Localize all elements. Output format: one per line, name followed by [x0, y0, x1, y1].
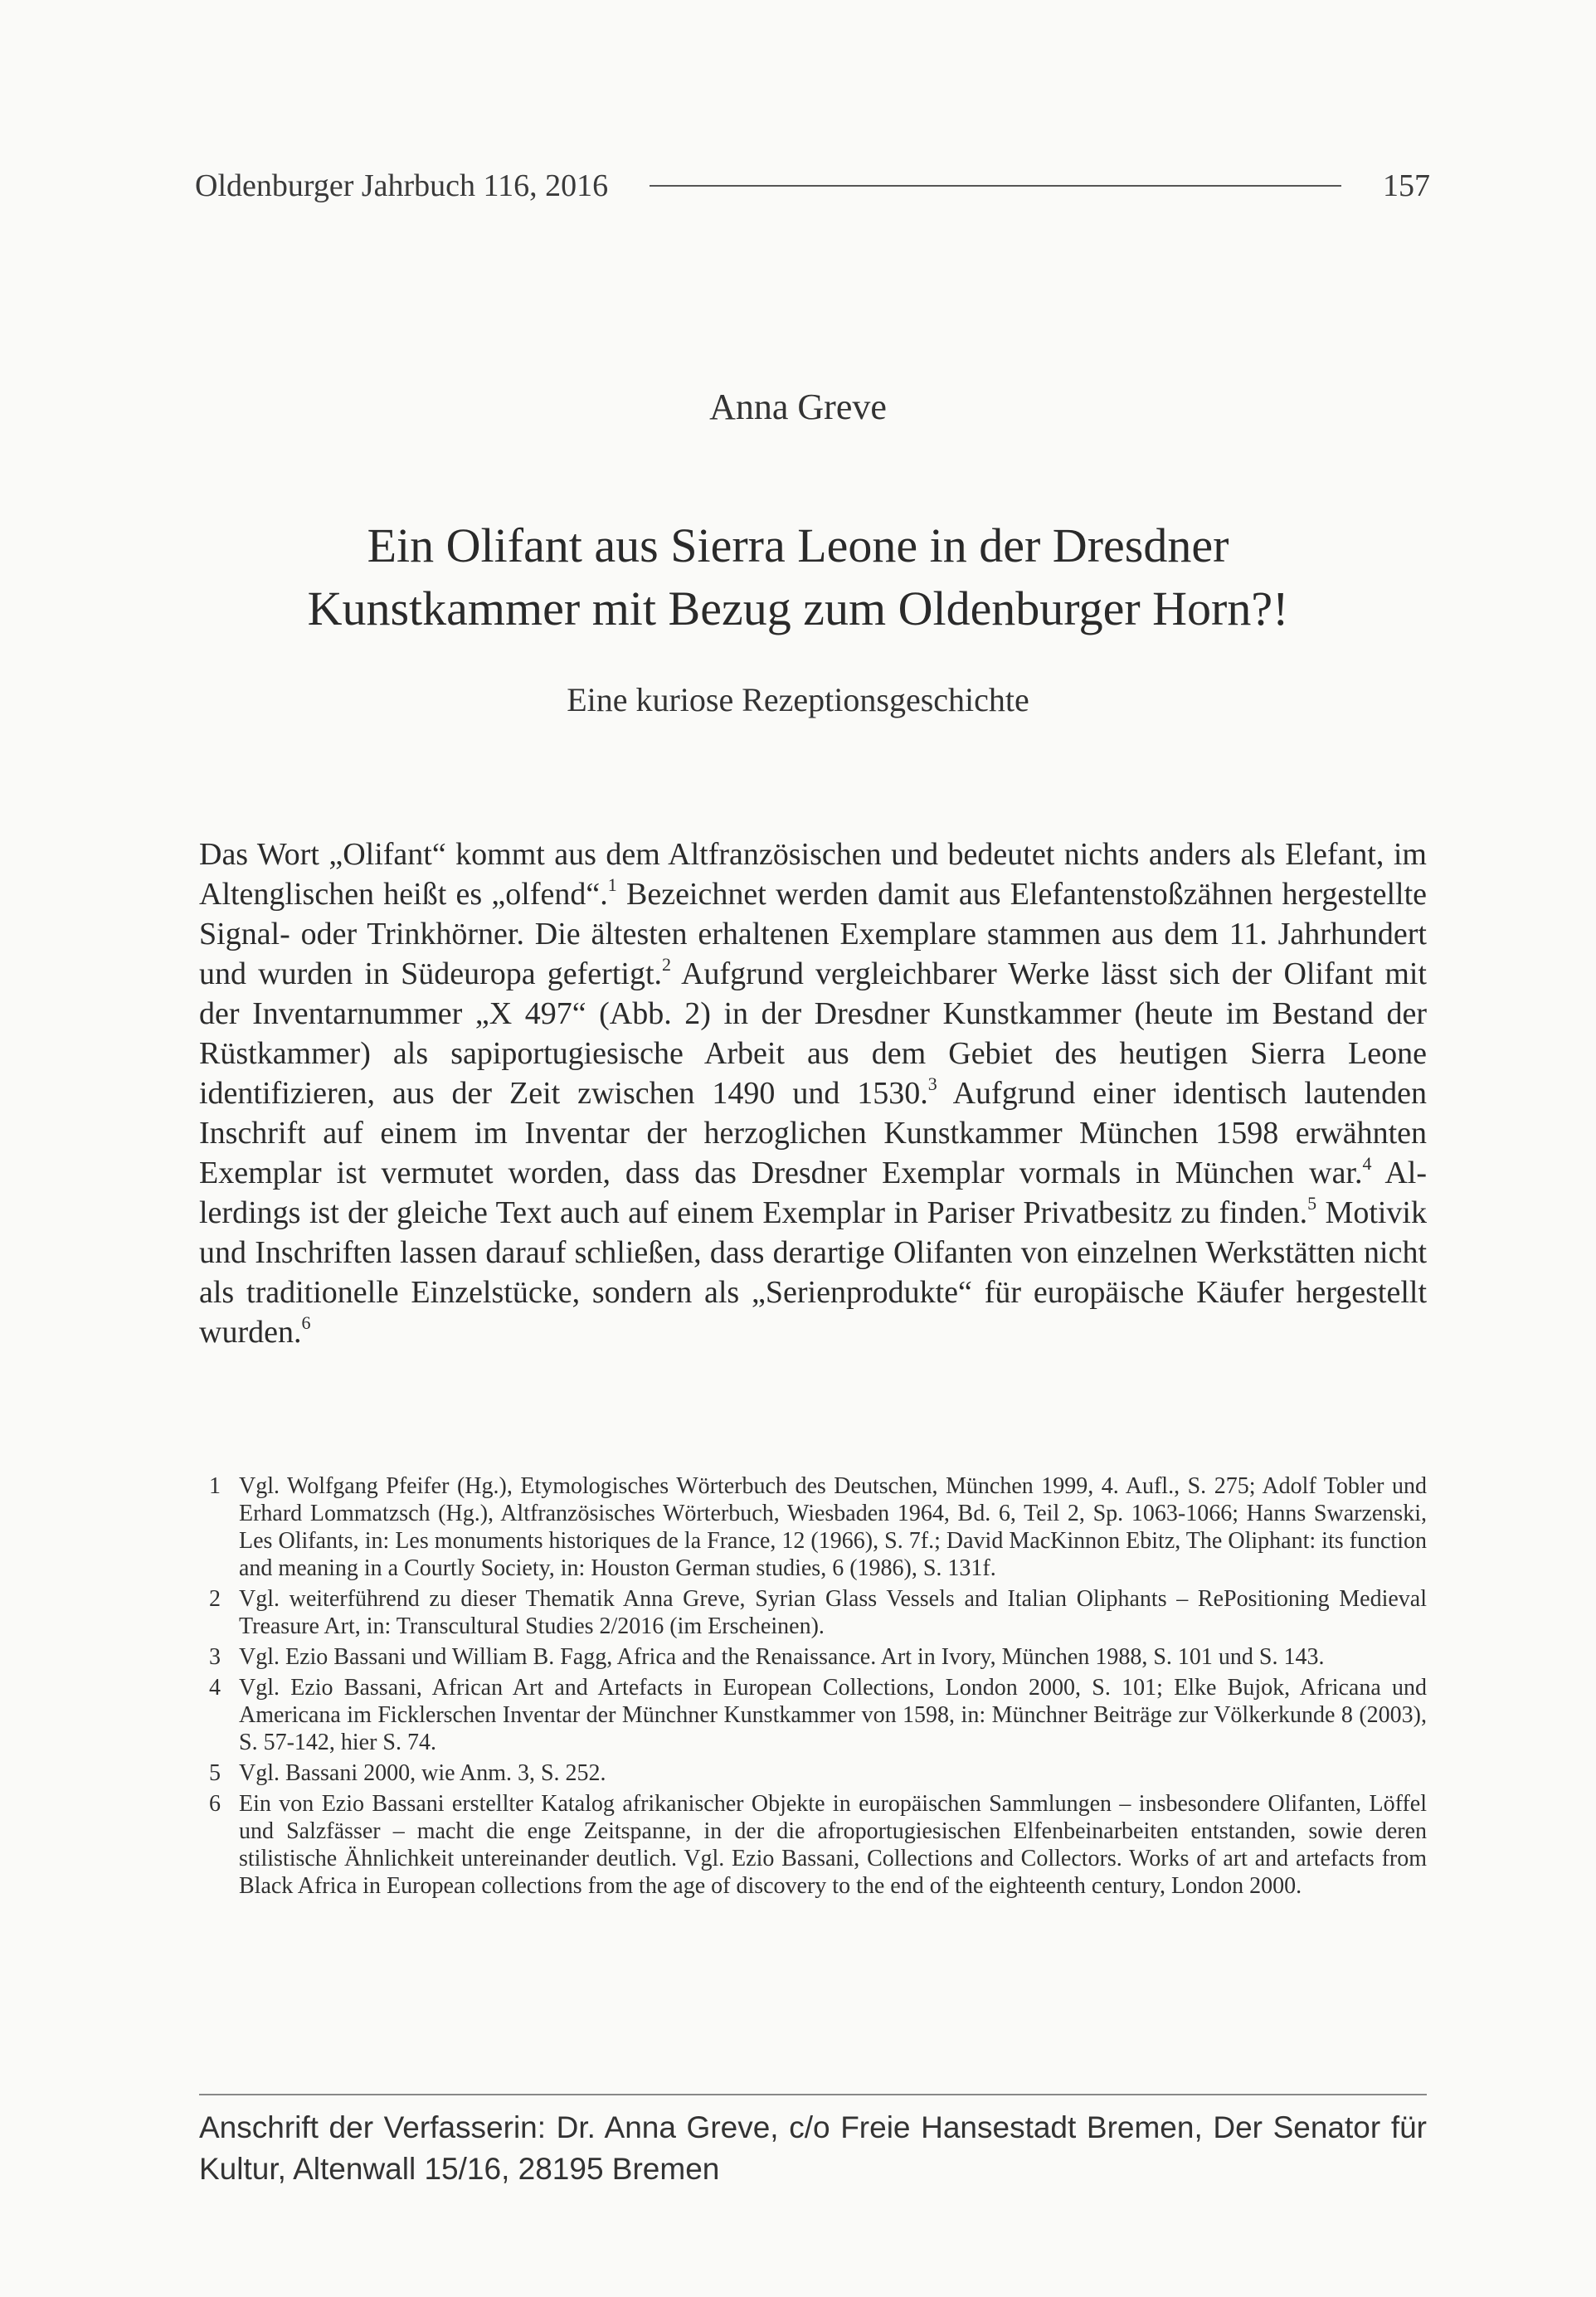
body-segment: Allerdings ist der gleiche Text auch auf einem Exemplar in Pariser Privatbesitz zu finden.	[199, 1156, 1428, 1230]
footnote-text: Ein von Ezio Bassani erstellter Katalog afrikanischer Objekte in europäischen Sammlungen – insbesondere Olifanten, Löffel und Salzfässer – macht die enge Zeitspanne, in der die afroportugiesischen Elfenbeinarbeiten entstanden, sowie deren stilistische Ähnlichkeit untereinander deutlich. Vgl. Ezio Bassani, Collections and Collectors. Works of art and artefacts from Black Africa in European collections from the age of discovery to the end of the eighteenth century, London 2000.	[239, 1791, 1427, 1899]
footnote-ref: 5	[1307, 1193, 1317, 1214]
running-header	[195, 164, 1430, 207]
title-line-1: Ein Olifant aus Sierra Leone in der Dresdner	[367, 518, 1229, 572]
address-rule	[199, 2094, 1427, 2095]
footnote-ref: 1	[607, 874, 617, 896]
body-segment: Aufgrund einer identisch lautenden Inschrift auf einem im Inventar der herzoglichen Kunstkammer München 1598 erwähnten Exemplar ist vermutet worden, dass das Dresdner Exemplar vormals in München war.	[199, 1076, 1427, 1190]
footnote-text: Vgl. weiterführend zu dieser Thematik Anna Greve, Syrian Glass Vessels and Italian Oliphants – RePositioning Medieval Treasure Art, in: Transcultural Studies 2/2016 (im Erscheinen).	[239, 1586, 1427, 1639]
journal-title: Oldenburger Jahrbuch 116, 2016	[195, 168, 609, 203]
footnote-number: 5	[209, 1760, 221, 1786]
footnote-text: Vgl. Ezio Bassani und William B. Fagg, Africa and the Renaissance. Art in Ivory, München 1988, S. 101 und S. 143.	[239, 1644, 1325, 1670]
article-author: Anna Greve	[709, 387, 887, 427]
page-number: 157	[1383, 168, 1430, 203]
footnote	[199, 1674, 1427, 1756]
footnote-number: 1	[209, 1473, 221, 1499]
body-segment: Aufgrund vergleichbarer Werke lässt sich der Olifant mit der Inventarnummer „X 497“ (Abb. 2) in der Dresdner Kunstkammer (heute im Bestand der Rüstkammer) als sapiportugiesische Arbeit aus dem Gebiet des heutigen Sierra Leone identifizieren, aus der Zeit zwischen 1490 und 1530.	[199, 956, 1427, 1111]
body-paragraph	[199, 835, 1427, 1352]
footnote-text: Vgl. Wolfgang Pfeifer (Hg.), Etymologisches Wörterbuch des Deutschen, München 1999, 4. Aufl., S. 275; Adolf Tobler und Erhard Lommatzsch (Hg.), Altfranzösisches Wörterbuch, Wiesbaden 1964, Bd. 6, Teil 2, Sp. 1063-1066; Hanns Swarzenski, Les Olifants, in: Les monuments historiques de la France, 12 (1966), S. 7f.; David MacKinnon Ebitz, The Oliphant: its function and meaning in a Courtly Society, in: Houston German studies, 6 (1986), S. 131f.	[239, 1473, 1427, 1581]
footnote-text: Vgl. Ezio Bassani, African Art and Artefacts in European Collections, London 2000, S. 101; Elke Bujok, Africana und Americana im Ficklerschen Inventar der Münchner Kunstkammer von 1598, in: Münchner Beiträge zur Völkerkunde 8 (2003), S. 57-142, hier S. 74.	[239, 1675, 1427, 1755]
body-segment: Motivik und Inschriften lassen darauf schließen, dass derartige Olifanten von einzelnen Werkstätten nicht als traditionelle Einzelstücke, sondern als „Serienprodukte“ für europäische Käufer hergestellt wurden.	[199, 1195, 1427, 1350]
footnote-ref: 2	[662, 954, 671, 976]
title-line-2: Kunstkammer mit Bezug zum Oldenburger Horn?!	[307, 582, 1289, 635]
footnote	[199, 1472, 1427, 1582]
header-rule	[650, 185, 1341, 187]
body-segment: Bezeichnet werden damit aus Elefantenstoßzähnen hergestellte Signal- oder Trinkhörner. Die ältesten erhaltenen Exemplare stammen aus dem 11. Jahrhundert und wurden in Südeuropa gefertigt.	[199, 877, 1427, 991]
footnote	[199, 1585, 1427, 1640]
footnotes	[199, 1472, 1427, 1903]
footnote-number: 2	[209, 1586, 221, 1612]
footnote	[199, 1643, 1427, 1671]
footnote	[199, 1790, 1427, 1900]
footnote-ref: 6	[301, 1312, 311, 1334]
footnote-number: 3	[209, 1644, 221, 1670]
footnote-number: 4	[209, 1675, 221, 1701]
body-segment: Das Wort „Olifant“ kommt aus dem Altfranzösischen und bedeutet nichts anders als Elefant, im Altenglischen heißt es „olfend“.	[199, 837, 1427, 912]
article-title	[199, 514, 1397, 640]
author-address: Anschrift der Verfasserin: Dr. Anna Greve, c/o Freie Hansestadt Bremen, Der Senator für Kultur, Altenwall 15/16, 28195 Bremen	[199, 2110, 1427, 2186]
footnote-text: Vgl. Bassani 2000, wie Anm. 3, S. 252.	[239, 1760, 606, 1786]
footnote	[199, 1759, 1427, 1787]
footnote-number: 6	[209, 1791, 221, 1817]
footnote-ref: 3	[927, 1073, 937, 1095]
footnote-ref: 4	[1362, 1153, 1372, 1175]
article-subtitle: Eine kuriose Rezeptionsgeschichte	[567, 681, 1029, 718]
